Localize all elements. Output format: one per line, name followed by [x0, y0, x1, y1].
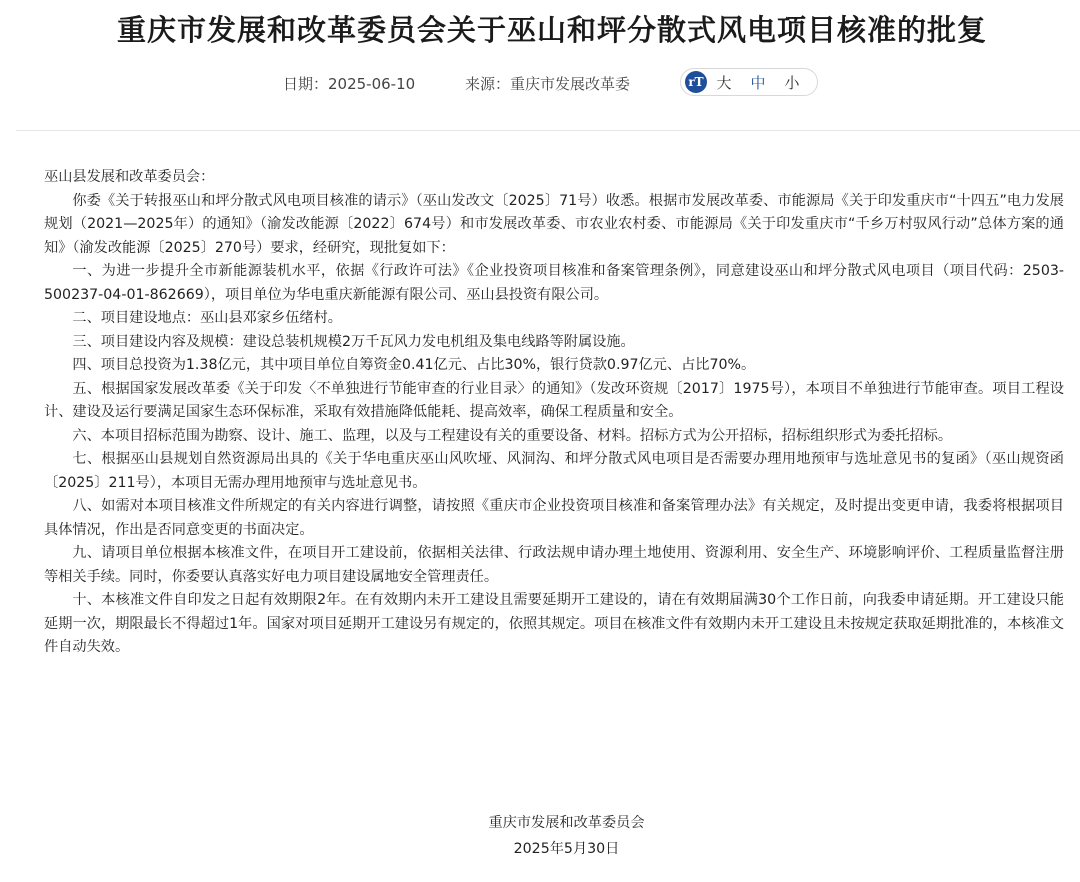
- article-source: 来源：重庆市发展改革委: [465, 75, 631, 93]
- paragraph: 六、本项目招标范围为勘察、设计、施工、监理，以及与工程建设有关的重要设备、材料。招标方式为公开招标，招标组织形式为委托招标。: [72, 427, 953, 444]
- paragraph: 你委《关于转报巫山和坪分散式风电项目核准的请示》（巫山发改文〔2025〕71号）收悉。根据市发展改革委、市能源局《关于印发重庆市“十四五”电力发展规划（2021—2025年）的通知》（渝发改能源〔2022〕674号）和市发展改革委、市农业农村委、市能源局《关于印发重庆市“千乡万村驭风行动”总体方案的通知》（渝发改能源〔2025〕270号）要求，经研究，现批复如下：: [44, 192, 1064, 256]
- signature-org: 重庆市发展和改革委员会: [488, 815, 645, 831]
- font-size-icon: rT: [685, 71, 707, 93]
- paragraph: 十、本核准文件自印发之日起有效期限2年。在有效期内未开工建设且需要延期开工建设的，请在有效期届满30个工作日前，向我委申请延期。开工建设只能延期一次，期限最长不得超过1年。国家对项目延期开工建设另有规定的，依照其规定。项目在核准文件有效期内未开工建设且未按规定获取延期批准的，本核准文件自动失效。: [44, 592, 1064, 655]
- publish-date: 日期：2025-06-10: [283, 75, 416, 93]
- font-size-small-button[interactable]: 小: [784, 73, 800, 92]
- signature-date: 2025年5月30日: [513, 841, 620, 857]
- paragraph: 四、项目总投资为1.38亿元，其中项目单位自筹资金0.41亿元、占比30%，银行贷款0.97亿元、占比70%。: [72, 357, 756, 373]
- paragraph: 二、项目建设地点：巫山县邓家乡伍绪村。: [72, 310, 342, 326]
- paragraph: 一、为进一步提升全市新能源装机水平，依据《行政许可法》《企业投资项目核准和备案管理条例》，同意建设巫山和坪分散式风电项目（项目代码：2503-500237-04-01-862669），项目单位为华电重庆新能源有限公司、巫山县投资有限公司。: [44, 263, 1064, 303]
- font-size-control: [680, 68, 818, 96]
- article-meta: [0, 68, 1080, 98]
- article-body: [44, 166, 1064, 660]
- paragraph: 九、请项目单位根据本核准文件，在项目开工建设前，依据相关法律、行政法规申请办理土地使用、资源利用、安全生产、环境影响评价、工程质量监督注册等相关手续。同时，你委要认真落实好电力项目建设属地安全管理责任。: [44, 545, 1064, 585]
- page-title: 重庆市发展和改革委员会关于巫山和坪分散式风电项目核准的批复: [116, 13, 987, 47]
- paragraph: 七、根据巫山县规划自然资源局出具的《关于华电重庆巫山风吹垭、风洞沟、和坪分散式风电项目是否需要办理用地预审与选址意见书的复函》（巫山规资函〔2025〕211号），本项目无需办理用地预审与选址意见书。: [44, 451, 1064, 491]
- paragraph: 五、根据国家发展改革委《关于印发〈不单独进行节能审查的行业目录〉的通知》（发改环资规〔2017〕1975号），本项目不单独进行节能审查。项目工程设计、建设及运行要满足国家生态环保标准，采取有效措施降低能耗、提高效率，确保工程质量和安全。: [44, 380, 1064, 420]
- paragraph: 八、如需对本项目核准文件所规定的有关内容进行调整，请按照《重庆市企业投资项目核准和备案管理办法》有关规定，及时提出变更申请，我委将根据项目具体情况，作出是否同意变更的书面决定。: [44, 498, 1064, 538]
- header-divider: [16, 130, 1080, 131]
- font-size-large-button[interactable]: 大: [716, 73, 732, 92]
- addressee: 巫山县发展和改革委员会：: [44, 169, 215, 185]
- font-size-medium-button[interactable]: 中: [750, 73, 766, 92]
- paragraph: 三、项目建设内容及规模：建设总装机规模2万千瓦风力发电机组及集电线路等附属设施。: [72, 333, 635, 350]
